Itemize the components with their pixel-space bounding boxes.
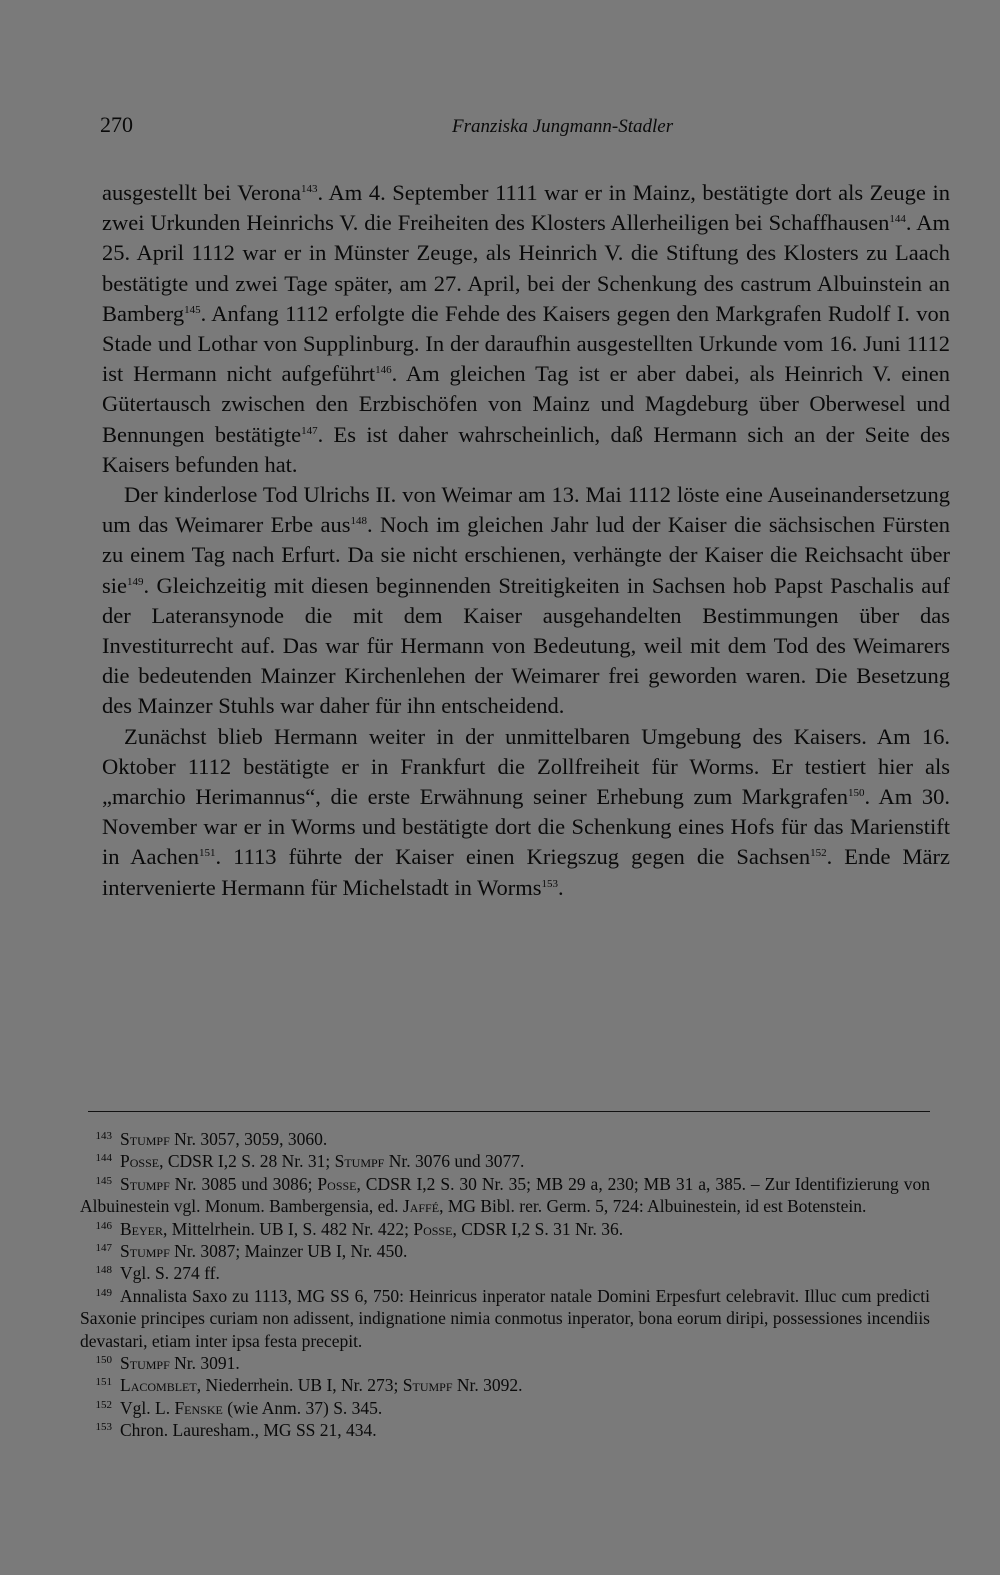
text-segment: . Anfang 1112 erfolgte die Fehde des Kaisers gegen den Markgrafen Rudolf I. von Stade und Lothar von Supplinburg. In der daraufhin ausgestellten Urkunde vom 16. Juni 1112 ist Hermann nicht aufgeführt (102, 300, 950, 387)
footnote-reference: 149 (127, 575, 144, 588)
paragraph (102, 480, 950, 722)
author-name: Posse (413, 1218, 453, 1239)
paragraph (102, 722, 950, 903)
text-segment: . Ende März intervenierte Hermann für Michelstadt in Worms (102, 844, 951, 900)
text-segment: . 1113 führte der Kaiser einen Kriegszug gegen die Sachsen (215, 844, 811, 870)
author-name: Fenske (174, 1397, 223, 1418)
footnote: 150 Stumpf Nr. 3091. (95, 1353, 240, 1374)
text-segment: , Niederrhein. UB I, Nr. 273; (196, 1375, 403, 1396)
footnote: 152 Vgl. L. Fenske (wie Anm. 37) S. 345. (95, 1397, 383, 1418)
author-name: Jaffé (402, 1196, 440, 1217)
footnote-reference: 148 (350, 515, 367, 528)
text-segment: Nr. 3085 und 3086; (169, 1173, 318, 1194)
paragraph (102, 178, 950, 480)
text-segment: Nr. 3092. (452, 1375, 523, 1396)
author-name: Beyer (120, 1218, 164, 1239)
text-segment: , CDSR I,2 S. 31 Nr. 36. (452, 1218, 624, 1239)
footnote: 149 Annalista Saxo zu 1113, MG SS 6, 750: Heinricus inperator natale Domini Erpesfurt celebravit. Illuc cum predicti Saxonie principes curiam non adissent, indignatione nimia conmotus inperator, bona eorum diripi, possessiones incendiis devastari, etiam inter ipsa festa precepit. (80, 1285, 930, 1351)
footnote-separator (88, 1111, 930, 1112)
author-name: Stumpf (334, 1151, 385, 1172)
author-name: Stumpf (120, 1129, 170, 1149)
text-segment: Vgl. L. (120, 1397, 175, 1418)
text-segment: Chron. Lauresham., MG SS 21, 434. (120, 1420, 377, 1441)
text-segment: Zunächst blieb Hermann weiter in der unmittelbaren Umgebung des Kaisers. Am 16. Oktober 1112 bestätigte er in Frankfurt die Zollfreiheit für Worms. Er testiert hier als „marchio Herimannus“, die erste Erwähnung seiner Erhebung zum Markgrafen (102, 723, 950, 810)
text-segment: Nr. 3091. (169, 1353, 240, 1374)
footnote: 153 Chron. Lauresham., MG SS 21, 434. (95, 1420, 377, 1441)
text-segment: . Am 30. November war er in Worms und bestätigte dort die Schenkung eines Hofs für das Marienstift in Aachen (102, 784, 950, 870)
footnote-reference: 151 (199, 847, 216, 860)
text-segment: , MG Bibl. rer. Germ. 5, 724: Albuinestein, id est Botenstein. (439, 1196, 867, 1217)
text-segment: . Noch im gleichen Jahr lud der Kaiser die sächsischen Fürsten zu einem Tag nach Erfurt. Da sie nicht erschienen, verhängte der Kaiser die Reichsacht über sie (102, 512, 951, 598)
footnote: 147 Stumpf Nr. 3087; Mainzer UB I, Nr. 450. (95, 1241, 408, 1262)
footnote-reference: 145 (184, 303, 201, 316)
author-name: Posse (317, 1173, 357, 1194)
author-name: Stumpf (120, 1241, 170, 1262)
text-segment: Nr. 3076 und 3077. (384, 1151, 525, 1172)
text-segment: . Am gleichen Tag ist er aber dabei, als Heinrich V. einen Gütertausch zwischen den Erzbischöfen von Mainz und Magdeburg über Oberwesel und Bennungen bestätigte (102, 361, 950, 447)
author-name: Posse (120, 1151, 160, 1172)
text-segment: Nr. 3087; Mainzer UB I, Nr. 450. (169, 1241, 408, 1262)
footnote-reference: 143 (300, 183, 318, 195)
author-name: Stumpf (120, 1353, 170, 1374)
footnote: 148 Vgl. S. 274 ff. (95, 1263, 220, 1284)
footnotes (80, 1128, 930, 1442)
footnote-reference: 150 (848, 787, 865, 800)
text-segment: ausgestellt bei Verona (102, 180, 301, 205)
text-segment: Vgl. S. 274 ff. (120, 1263, 220, 1284)
footnote: 144 Posse, CDSR I,2 S. 28 Nr. 31; Stumpf Nr. 3076 und 3077. (95, 1151, 525, 1172)
text-segment: , CDSR I,2 S. 30 Nr. 35; MB 29 a, 230; MB 31 a, 385. – Zur Identifizierung von Albuinestein vgl. Monum. Bambergensia, ed. (80, 1173, 930, 1217)
footnote: 146 Beyer, Mittelrhein. UB I, S. 482 Nr. 422; Posse, CDSR I,2 S. 31 Nr. 36. (95, 1218, 624, 1239)
text-segment: (wie Anm. 37) S. 345. (222, 1397, 383, 1418)
running-head: Franziska Jungmann-Stadler (452, 116, 674, 137)
text-segment: . Am 4. September 1111 war er in Mainz, bestätigte dort als Zeuge in zwei Urkunden Heinrichs V. die Freiheiten des Klosters Allerheiligen bei Schaffhausen (102, 180, 950, 236)
author-name: Stumpf (120, 1173, 170, 1194)
footnote-reference: 153 (541, 877, 559, 890)
page-header (100, 112, 940, 152)
text-segment: . Gleichzeitig mit diesen beginnenden Streitigkeiten in Sachsen hob Papst Paschalis auf der Lateransynode die mit dem Kaiser ausgehandelten Bestimmungen über das Investiturrecht auf. Das war für Hermann von Bedeutung, weil mit dem Tod des Weimarers die bedeutenden Mainzer Kirchenlehen der Weimarer frei geworden waren. Die Besetzung des Mainzer Stuhls war daher für ihn entscheidend. (102, 572, 950, 719)
author-name: Lacomblet (120, 1375, 197, 1396)
text-segment: Nr. 3057, 3059, 3060. (169, 1129, 328, 1149)
text-segment: . Am 25. April 1112 war er in Münster Zeuge, als Heinrich V. die Stiftung des Klosters zu Laach bestätigte und zwei Tage später, am 27. April, bei der Schenkung des castrum Albuinstein an Bamberg (102, 210, 951, 326)
text-segment: . (558, 874, 564, 900)
footnote-reference: 144 (889, 213, 906, 226)
author-name: Stumpf (402, 1375, 453, 1396)
text-segment: Der kinderlose Tod Ulrichs II. von Weimar am 13. Mai 1112 löste eine Auseinandersetzung um das Weimarer Erbe aus (102, 482, 950, 538)
footnote-reference: 147 (301, 424, 318, 437)
page-number: 270 (100, 112, 133, 137)
footnote-reference: 152 (810, 847, 827, 860)
text-segment: . Es ist daher wahrscheinlich, daß Hermann sich an der Seite des Kaisers befunden hat. (102, 421, 950, 477)
footnote-reference: 146 (375, 364, 392, 377)
text-segment: , Mittelrhein. UB I, S. 482 Nr. 422; (163, 1218, 414, 1239)
body-text (102, 178, 950, 903)
footnote: 151 Lacomblet, Niederrhein. UB I, Nr. 273; Stumpf Nr. 3092. (95, 1375, 523, 1396)
footnote: 143 Stumpf Nr. 3057, 3059, 3060. (95, 1129, 328, 1149)
text-segment: , CDSR I,2 S. 28 Nr. 31; (159, 1151, 335, 1172)
text-segment: Annalista Saxo zu 1113, MG SS 6, 750: Heinricus inperator natale Domini Erpesfurt celebravit. Illuc cum predicti Saxonie principes curiam non adissent, indignatione nimia conmotus inperator, bona eorum diripi, possessiones incendiis devastari, etiam inter ipsa festa precepit. (80, 1285, 930, 1351)
footnote: 145 Stumpf Nr. 3085 und 3086; Posse, CDSR I,2 S. 30 Nr. 35; MB 29 a, 230; MB 31 a, 385. – Zur Identifizierung von Albuinestein vgl. Monum. Bambergensia, ed. Jaffé, MG Bibl. rer. Germ. 5, 724: Albuinestein, id est Botenstein. (80, 1173, 930, 1217)
